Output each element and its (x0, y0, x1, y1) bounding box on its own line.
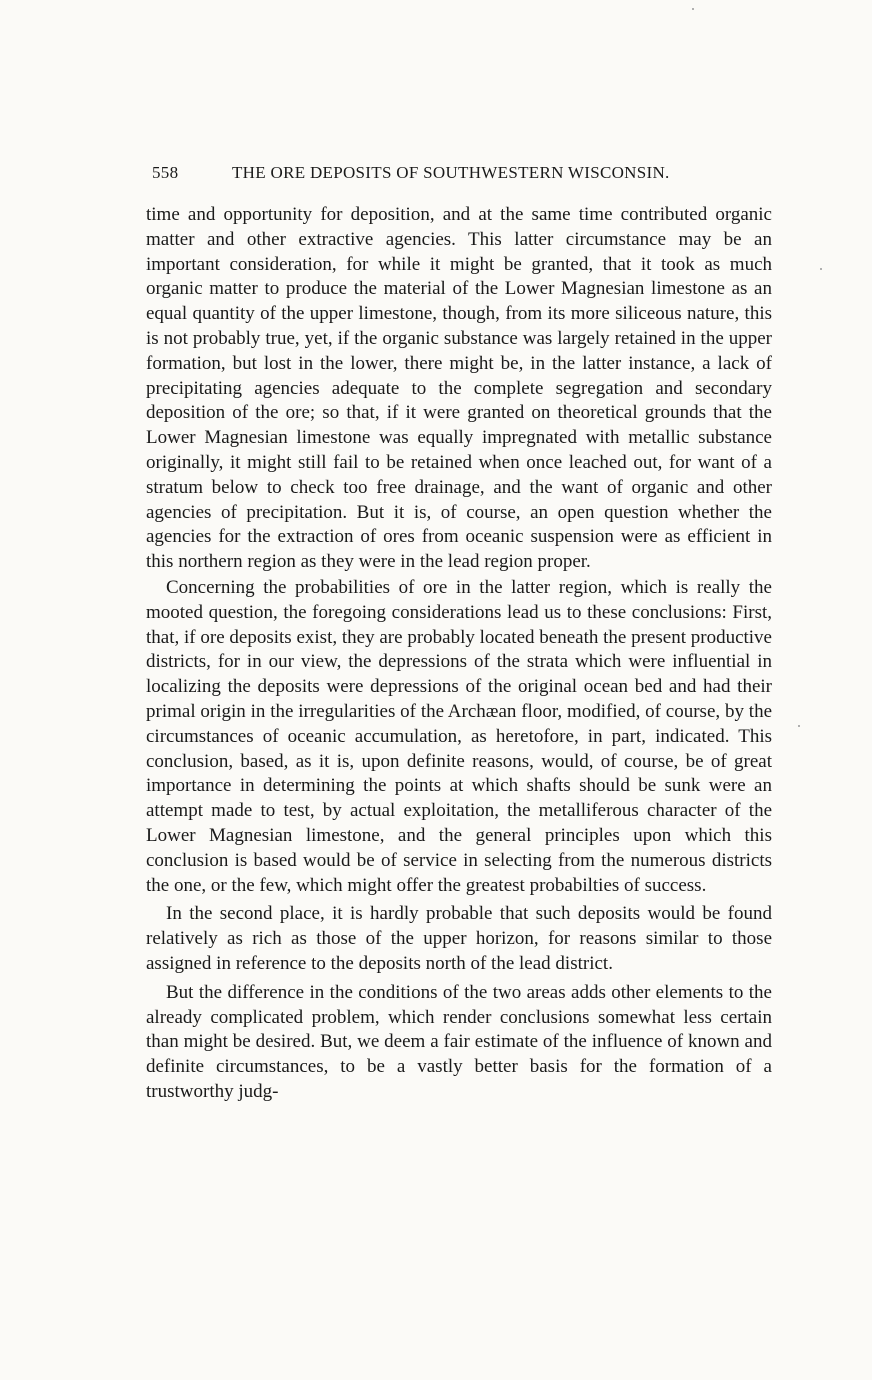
document-page (146, 0, 772, 1380)
page-header (146, 163, 772, 187)
page-number: 558 (152, 163, 179, 182)
paragraph: Concerning the probabilities of ore in the latter region, which is really the mooted question, the foregoing considerations lead us to these conclusions: First, that, if ore deposits exist, they are probably located beneath the present productive districts, for in our view, the depressions of the strata which were influential in localizing the deposits were depressions of the original ocean bed and had their primal origin in the irregularities of the Archæan floor, modified, of course, by the circumstances of oceanic accumulation, as heretofore, in part, indicated. This conclusion, based, as it is, upon definite reasons, would, of course, be of great importance in determining the points at which shafts should be sunk were an attempt made to test, by actual exploitation, the metalliferous character of the Lower Magnesian limestone, and the general principles upon which this conclusion is based would be of service in selecting from the numerous districts the one, or the few, which might offer the greatest probabilties of success. (146, 576, 772, 896)
paper-speck (798, 725, 800, 727)
paper-speck (692, 8, 694, 10)
running-title: THE ORE DEPOSITS OF SOUTHWESTERN WISCONSIN. (232, 163, 670, 182)
paragraph: But the difference in the conditions of the two areas adds other elements to the already complicated problem, which render conclusions somewhat less certain than might be desired. But, we deem a fair estimate of the influence of known and definite circumstances, to be a vastly better basis for the formation of a trustworthy judg- (146, 981, 772, 1102)
paragraph-continued: time and opportunity for deposition, and at the same time contributed organic matter and other extractive agencies. This latter circumstance may be an important consideration, for while it might be granted, that it took as much organic matter to produce the material of the Lower Magnesian limestone as an equal quantity of the upper limestone, though, from its more siliceous nature, this is not probably true, yet, if the organic substance was largely retained in the upper formation, but lost in the lower, there might be, in the latter instance, a lack of precipitating agencies adequate to the complete segregation and secondary deposition of the ore; so that, if it were granted on theoretical grounds that the Lower Magnesian limestone was equally impregnated with metallic substance originally, it might still fail to be retained when once leached out, for want of a stratum below to check too free drainage, and the want of organic and other agencies of precipitation. But it is, of course, an open question whether the agencies for the extraction of ores from oceanic suspension were as efficient in this northern region as they were in the lead region proper. (146, 204, 772, 573)
paper-speck (820, 268, 822, 270)
body-text (146, 203, 772, 1105)
paragraph: In the second place, it is hardly probable that such deposits would be found relatively as rich as those of the upper horizon, for reasons similar to those assigned in reference to the deposits north of the lead district. (146, 903, 772, 974)
